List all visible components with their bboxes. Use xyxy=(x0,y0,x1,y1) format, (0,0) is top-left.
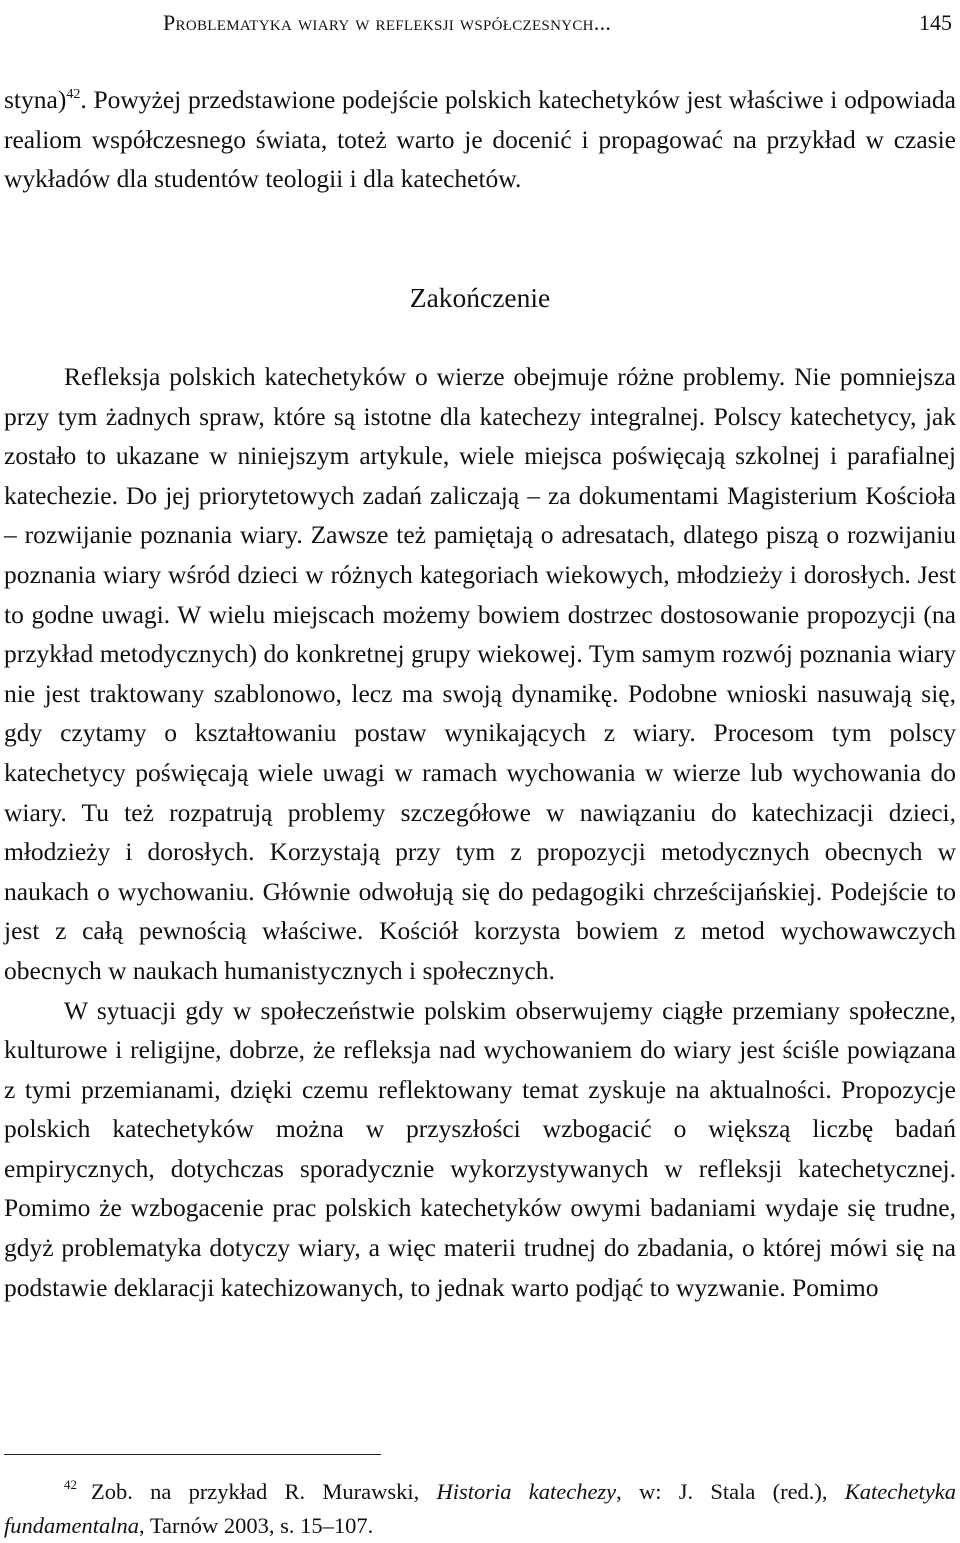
continuation-text: . Powyżej przedstawione podejście polskich katechetyków jest właściwe i odpowiada realiom współczesnego świata, toteż warto je docenić i propagować na przykład w czasie wykładów dla studentów teologii i dla katechetów. xyxy=(4,85,956,194)
footnote-middle: , w: J. Stala (red.), xyxy=(616,1479,845,1504)
running-title: Problematyka wiary w refleksji współczesnych... xyxy=(163,10,612,35)
running-header xyxy=(0,6,956,40)
footnote-title-2: Katechetyka fundamentalna xyxy=(4,1479,956,1538)
continued-paragraph xyxy=(4,80,956,199)
footnote-divider xyxy=(4,1454,381,1455)
footnote-reference[interactable]: 42 xyxy=(66,87,81,102)
footnote: 42 Zob. na przykład R. Murawski, Historia katechezy, w: J. Stala (red.), Katechetyka fundamentalna, Tarnów 2003, s. 15–107. xyxy=(4,1477,956,1538)
section-body xyxy=(4,357,956,1307)
paragraph-2: W sytuacji gdy w społeczeństwie polskim obserwujemy ciągłe przemiany społeczne, kulturowe i religijne, dobrze, że refleksja nad wychowaniem do wiary jest ściśle powiązana z tymi przemianami, dzięki czemu reflektowany temat zyskuje na aktualności. Propozycje polskich katechetyków można w przyszłości wzbogacić o większą liczbę badań empirycznych, dotychczas sporadycznie wykorzystywanych w refleksji katechetycznej. Pomimo że wzbogacenie prac polskich katechetyków owymi badaniami wydaje się trudne, gdyż problematyka dotyczy wiary, a więc materii trudnej do zbadania, o której mówi się na podstawie deklaracji katechizowanych, to jednak warto podjąć to wyzwanie. Pomimo xyxy=(4,995,956,1302)
footnote-prefix: Zob. na przykład R. Murawski, xyxy=(91,1479,437,1504)
continuation-lead: styna) xyxy=(4,85,67,114)
section-heading: Zakończenie xyxy=(409,282,551,313)
page-number: 145 xyxy=(919,10,952,35)
paragraph-1: Refleksja polskich katechetyków o wierze obejmuje różne problemy. Nie pomniejsza przy tym żadnych spraw, które są istotne dla katechezy integralnej. Polscy katechetycy, jak zostało to ukazane w niniejszym artykule, wiele miejsca poświęcają szkolnej i parafialnej katechezie. Do jej priorytetowych zadań zaliczają – za dokumentami Magisterium Kościoła – rozwijanie poznania wiary. Zawsze też pamiętają o adresatach, dlatego piszą o rozwijaniu poznania wiary wśród dzieci w różnych kategoriach wiekowych, młodzieży i dorosłych. Jest to godne uwagi. W wielu miejscach możemy bowiem dostrzec dostosowanie propozycji (na przykład metodycznych) do konkretnej grupy wiekowej. Tym samym rozwój poznania wiary nie jest traktowany szablonowo, lecz ma swoją dynamikę. Podobne wnioski nasuwają się, gdy czytamy o kształtowaniu postaw wynikających z wiary. Procesom tym polscy katechetycy poświęcają wiele uwagi w ramach wychowania w wierze lub wychowania do wiary. Tu też rozpatrują problemy szczegółowe w nawiązaniu do katechizacji dzieci, młodzieży i dorosłych. Korzystają przy tym z propozycji metodycznych obecnych w naukach o wychowaniu. Głównie odwołują się do pedagogiki chrześcijańskiej. Podejście to jest z całą pewnością właściwe. Kościół korzysta bowiem z metod wychowawczych obecnych w naukach humanistycznych i społecznych. xyxy=(4,362,956,985)
footnote-suffix: , Tarnów 2003, s. 15–107. xyxy=(139,1513,374,1538)
footnote-title-1: Historia katechezy xyxy=(436,1479,617,1504)
